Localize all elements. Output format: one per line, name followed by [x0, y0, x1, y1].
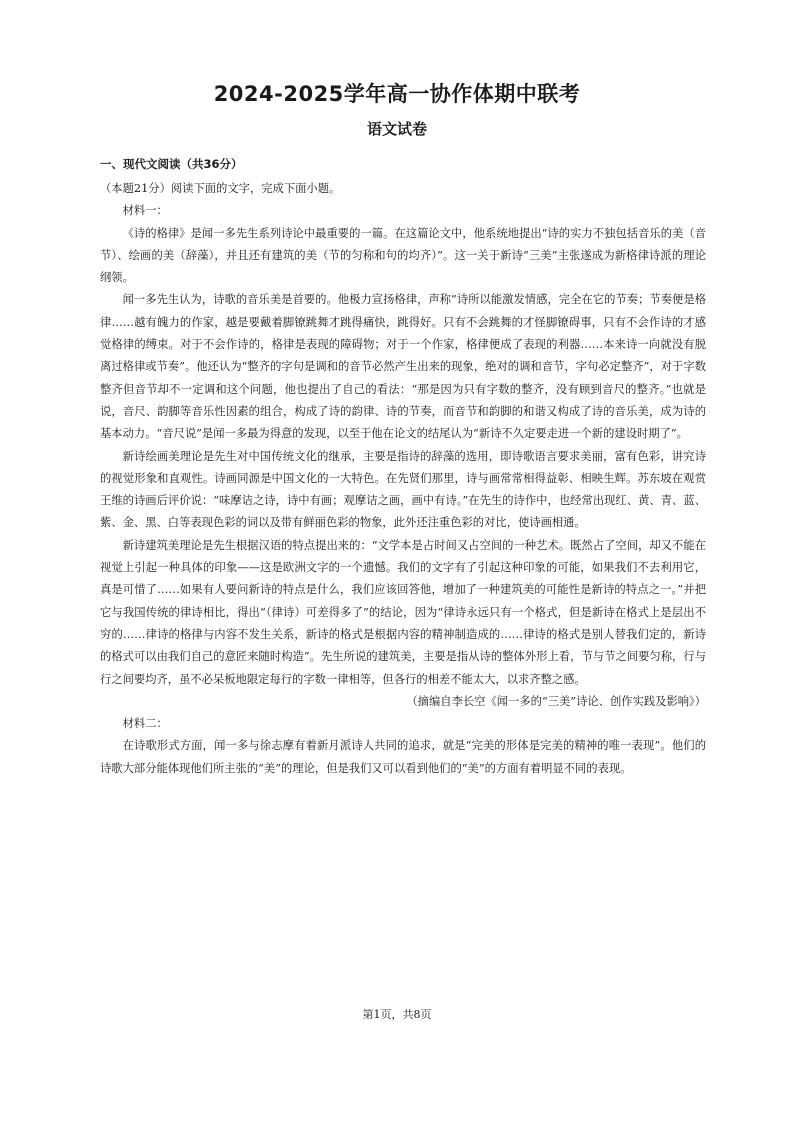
exam-subject: 语文试卷 [366, 120, 427, 138]
exam-title: 2024-2025学年高一协作体期中联考 [213, 82, 581, 106]
material-1-source: （摘编自李长空《闻一多的“三美”诗论、创作实践及影响》） [406, 694, 706, 708]
material-1-paragraph: 新诗绘画美理论是先生对中国传统文化的继承，主要是指诗的辞藻的选用，即诗歌语言要求美丽，富有色彩，讲究诗的视觉形象和直观性。诗画同源是中国文化的一大特色。在先贤们那里，诗与画常常相得益彰、相映生辉。苏东坡在观赏王维的诗画后评价说：“味摩诘之诗，诗中有画；观摩诘之画，画中有诗。”在先生的诗作中，也经常出现红、黄、青、蓝、紫、金、黑、白等表现色彩的词以及带有鲜丽色彩的物象，此外还注重色彩的对比，使诗画相通。 [100, 449, 706, 530]
page-number: 第1页，共8页 [362, 1008, 432, 1021]
reading-passage [100, 178, 706, 780]
material-2-label: 材料二： [122, 717, 168, 731]
material-1-label: 材料一： [122, 204, 168, 218]
material-1-paragraph: 《诗的格律》是闻一多先生系列诗论中最重要的一篇。在这篇论文中，他系统地提出“诗的实力不独包括音乐的美（音节）、绘画的美（辞藻），并且还有建筑的美（节的匀称和句的均齐）”。这一关于新诗“三美”主张遂成为新格律诗派的理论纲领。 [100, 226, 706, 285]
material-2-paragraph: 在诗歌形式方面，闻一多与徐志摩有着新月派诗人共同的追求，就是“完美的形体是完美的精神的唯一表现”。他们的诗歌大部分能体现他们所主张的“美”的理论，但是我们又可以看到他们的“美”的方面有着明显不同的表现。 [100, 739, 706, 775]
section-heading: 一、现代文阅读（共36分） [100, 157, 243, 171]
material-1-paragraph: 新诗建筑美理论是先生根据汉语的特点提出来的：“文学本是占时间又占空间的一种艺术。既然占了空间，却又不能在视觉上引起一种具体的印象——这是欧洲文字的一个遗憾。我们的文字有了引起这种印象的可能，如果我们不去利用它，真是可惜了……如果有人要问新诗的特点是什么，我们应该回答他，增加了一种建筑美的可能性是新诗的特点之一。”并把它与我国传统的律诗相比，得出“（律诗）可差得多了”的结论，因为“律诗永远只有一个格式，但是新诗在格式上是层出不穷的……律诗的格律与内容不发生关系，新诗的格式是根据内容的精神制造成的……律诗的格式是别人替我们定的，新诗的格式可以由我们自己的意匠来随时构造”。先生所说的建筑美，主要是指从诗的整体外形上看，节与节之间要匀称，行与行之间要均齐，虽不必呆板地限定每行的字数一律相等，但各行的相差不能太大，以求齐整之感。 [100, 538, 706, 686]
material-1-paragraph: 闻一多先生认为，诗歌的音乐美是首要的。他极力宣扬格律，声称“诗所以能激发情感，完全在它的节奏；节奏便是格律……越有魄力的作家，越是要戴着脚镣跳舞才跳得痛快，跳得好。只有不会跳舞的才怪脚镣碍事，只有不会作诗的才感觉格律的缚束。对于不会作诗的，格律是表现的障碍物；对于一个作家，格律便成了表现的利器……本来诗一向就没有脱离过格律或节奏”。他还认为“整齐的字句是调和的音节必然产生出来的现象，绝对的调和音节，字句必定整齐”，对于字数整齐但音节却不一定调和这个问题，他也提出了自己的看法：“那是因为只有字数的整齐，没有顾到音尺的整齐。”也就是说，音尺、韵脚等音乐性因素的组合，构成了诗的韵律、诗的节奏，而音节和韵脚的和谐又构成了诗的音乐美，成为诗的基本动力。“音尺说”是闻一多最为得意的发现，以至于他在论文的结尾认为“新诗不久定要走进一个新的建设时期了”。 [100, 293, 706, 441]
question-instruction: （本题21分）阅读下面的文字，完成下面小题。 [100, 182, 341, 195]
